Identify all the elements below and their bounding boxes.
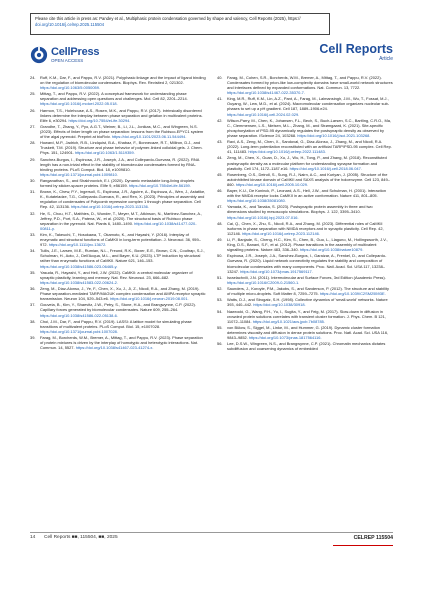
reference-text: [40, 232, 206, 247]
reference-item: [217, 188, 393, 203]
reference-body: Harmon, T.S., Holehouse, A.S., Rosen, M.K., and Pappu, R.V. (2017). Intrinsically disordered linkers determine the interplay between phase separation and gelation in multivalent proteins. Elife 6, e30294.: [40, 107, 203, 123]
reference-number: 34.: [30, 248, 36, 254]
reference-doi-link[interactable]: https://doi.org/10.1038/s41586-023-06465-y.: [40, 263, 118, 269]
reference-text: [227, 221, 393, 236]
reference-item: [30, 270, 206, 285]
reference-item: [217, 275, 393, 285]
citation-notice-text: Please cite this article in press as: Pandey et al., Multiphasic protein condensation governed by shape and valency, Cell Reports (2025), https://: [35, 16, 301, 21]
reference-item: [217, 172, 393, 187]
press-code: CELREP 115504: [353, 535, 393, 541]
reference-text: [227, 155, 393, 170]
reference-number: 47.: [217, 204, 223, 210]
reference-body: Zeng, M., Chen, X., Guan, D., Xu, J., Wu, H., Tong, P., and Zhang, M. (2018). Reconstituted postsynaptic density as a molecular platform for understanding synapse formation and plasticity. Cell 174, 1172–1187.e16.: [227, 155, 387, 171]
reference-body: Choi, J.M., Dar, F., and Pappu, R.V. (2019). LASSI: A lattice model for simulating phase transitions of multivalent proteins. PLoS Comput. Biol. 15, e1007028.: [40, 318, 192, 329]
reference-item: [30, 75, 206, 90]
reference-body: Ruff, K.M., Dar, F., and Pappu, R.V. (2021). Polyphasic linkage and the impact of ligand binding on the regulation of biomolecular condensates. Biophys. Rev. Revisited 2, 021302.: [40, 75, 206, 86]
reference-number: 48.: [217, 220, 223, 226]
reference-item: [217, 139, 393, 154]
reference-doi-link[interactable]: https://doi.org/10.1016/j.cell.2005.10.029.: [235, 181, 309, 187]
reference-doi-link[interactable]: https://doi.org/10.1038/s41586-022-05138-6.: [40, 312, 118, 318]
reference-item: [217, 204, 393, 219]
reference-body: Yasuda, R., Hayashi, Y., and Hell, J.W. (2022). CaMKII: a central molecular organizer of synaptic plasticity, learning and memory. Nat. Rev. Neurosci. 23, 666–682.: [40, 269, 193, 280]
reference-doi-link[interactable]: https://doi.org/10.1038/s41467-023-41274-x.: [75, 345, 154, 351]
reference-item: [30, 189, 206, 209]
reference-text: [227, 172, 393, 187]
reference-body: Mittag, T., and Pappu, R.V. (2022). A conceptual framework for understanding phase separation and addressing open questions and challenges. Mol. Cell 82, 2201–2214.: [40, 91, 188, 102]
reference-item: [217, 237, 393, 252]
reference-text: [40, 75, 206, 90]
journal-name: Cell Reports: [319, 42, 393, 56]
reference-doi-link[interactable]: https://doi.org/10.1016/j.bpj.2023.07.016.: [227, 214, 299, 220]
reference-text: [227, 75, 393, 95]
reference-column-right: [217, 75, 393, 353]
reference-text: [227, 237, 393, 252]
reference-body: Wilson-Parry, M., Chen, K., Johansen, F.L., Bech, S., Buch-Larsen, S.C., Bartling, C.R.O., Ma, C., Clemmensen, L.S., Nielsen, M.L., Zhang, M., and Strømgaard, K. (2021). Site-specific phosphorylation of PSD-95 dynamically regulates the postsynaptic density as observed by phase separation. iScience 24, 103268.: [227, 117, 392, 138]
reference-text: [227, 325, 393, 340]
page-number: 14: [30, 535, 36, 540]
reference-item: [30, 108, 206, 123]
reference-body: Ravi, A.S., Zeng, M., Chen, X., Sandoval, G., Diaz-Alonso, J., Zhang, M., and Nicoll, R.A. (2022). Long-term potentiation reconstituted with an artificial TARP/PSD-95 complex. Cell Rep. 41, 111483.: [227, 139, 392, 155]
reference-number: 41.: [217, 96, 223, 102]
reference-item: [217, 96, 393, 116]
reference-text: [227, 309, 393, 324]
reference-item: [217, 325, 393, 340]
reference-body: Watts, D.J., and Strogatz, S.H. (1998). Collective dynamics of 'small-world' networks. Nature 393, 440–442.: [227, 297, 388, 308]
reference-doi-link[interactable]: https://doi.org/10.1063/5.0050059.: [40, 85, 100, 91]
reference-item: [217, 118, 393, 138]
reference-text: [227, 286, 393, 296]
reference-number: 46.: [217, 188, 223, 194]
reference-doi-link[interactable]: https://doi.org/10.1016/j.celrep.2022.111483.: [248, 149, 326, 155]
reference-number: 55.: [217, 324, 223, 330]
reference-body: Cai, Q., Chen, X., Zhu, S., Nicoll, R.A., and Zhang, M. (2023). Differential roles of CaMKII isoforms in phase separation with NMDA receptors and in synaptic plasticity. Cell Rep. 42, 112146.: [227, 220, 384, 236]
reference-item: [217, 75, 393, 95]
reference-body: Ranganathan, S., and Shakhnovich, E.I. (2020). Dynamic metastable long-living droplets formed by sticker-spacer proteins. Elife 9, e56159.: [40, 178, 195, 189]
reference-number: 29.: [30, 156, 36, 162]
reference-body: Howard, M.P., Jadrich, R.B., Lindquist, B.A., Khabaz, F., Bonnecaze, R.T., Milliron, D.J., and Truskett, T.M. (2019). Structure and phase behavior of polymer-linked colloidal gels. J. Chem. Phys. 151, 124901.: [40, 140, 203, 156]
reference-body: King, M.R., Ruff, K.M., Lin, A.Z., Pant, A., Farag, M., Lalmansingh, J.M., Wu, T., Fossat, M.J., Ouyang, W., Lew, M.D., et al. (2024). Macromolecular condensation organizes nucleolar sub-phases to set up a pH gradient. Cell 187, 1889–1906.e24.: [227, 96, 390, 112]
reference-body: Lee, D.S.W., Wingreen, N.S., and Brangwynne, C.P. (2021). Chromatin mechanics dictates subdiffusion and coarsening dynamics of embedded: [227, 341, 386, 352]
reference-doi-link[interactable]: https://doi.org/10.1038/s41477-020-00811-y.: [40, 220, 197, 231]
reference-number: 30.: [30, 178, 36, 184]
reference-doi-link[interactable]: https://doi.org/10.7554/eLife.30294.: [68, 117, 131, 123]
reference-item: [217, 155, 393, 170]
reference-body: Bayer, K.U., De Koninck, P., Leonard, A.S., Hell, J.W., and Schulman, H. (2001). Interaction with the NMDA receptor locks CaMKII in an active conformation. Nature 411, 801–805.: [227, 188, 387, 199]
reference-body: Israelachvili, J.N. (2011). Intermolecular and Surface Forces, 3rd Edition (Academic Press).: [227, 274, 386, 280]
reference-doi-link[interactable]: https://doi.org/10.1038/s41583-022-00624-2.: [40, 279, 118, 285]
reference-number: 54.: [217, 308, 223, 314]
reference-number: 33.: [30, 232, 36, 238]
reference-item: [30, 91, 206, 106]
reference-text: [40, 178, 206, 188]
reference-body: Gouveia, B., Kim, Y., Shaevitz, J.W., Petry, S., Stone, H.A., and Brangwynne, C.P. (2022). Capillary forces generated by biomolecular condensates. Nature 609, 255–264.: [40, 302, 196, 313]
reference-number: 52.: [217, 286, 223, 292]
reference-text: [40, 140, 206, 155]
reference-doi-link[interactable]: https://doi.org/10.1016/j.celrep.2023.112146.: [242, 230, 320, 236]
reference-body: von Bülow, S., Siggel, M., Linke, M., and Hummer, G. (2019). Dynamic cluster formation determines viscosity and diffusion in dense protein solutions. Proc. Natl. Acad. Sci. USA 116, 9843–9852.: [227, 324, 389, 341]
reference-doi-link[interactable]: https://doi.org/10.1016/j.celrep.2023.113136.: [71, 204, 149, 210]
reference-text: [227, 204, 393, 219]
reference-doi-link[interactable]: https://doi.org/10.7554/eLife.56159.: [128, 183, 191, 189]
reference-number: 40.: [217, 75, 223, 80]
reference-number: 38.: [30, 318, 36, 324]
reference-text: [40, 157, 206, 177]
reference-text: [40, 189, 206, 209]
reference-body: Li, P., Banjade, S., Cheng, H.C., Kim, S., Chen, B., Guo, L., Llaguno, M., Hollingsworth, J.V., King, D.S., Banani, S.F., et al. (2012). Phase transitions in the assembly of multivalent signalling proteins. Nature 483, 336–340.: [227, 237, 388, 253]
reference-item: [217, 286, 393, 296]
reference-text: [40, 108, 206, 123]
reference-doi-link[interactable]: https://doi.org/10.1073/pnas.1817564116.: [248, 335, 322, 341]
reference-number: 37.: [30, 302, 36, 308]
reference-number: 32.: [30, 210, 36, 216]
reference-item: [217, 297, 393, 307]
reference-doi-link[interactable]: https://doi.org/10.1016/j.neuron.2019.08.001.: [110, 296, 189, 302]
reference-body: Nawrocki, G., Wang, P.H., Yu, I., Sugita, Y., and Feig, M. (2017). Slow-down in diffusion in crowded protein solutions correlates with transient cluster formation. J. Phys. Chem. B 121, 11072–11084.: [227, 308, 386, 324]
reference-text: [227, 297, 393, 307]
reference-number: 51.: [217, 274, 223, 280]
reference-item: [30, 335, 206, 350]
reference-doi-link[interactable]: https://doi.org/10.1016/C2009-0-21560-1.: [227, 279, 300, 285]
reference-number: 36.: [30, 286, 36, 292]
reference-number: 53.: [217, 297, 223, 303]
reference-item: [217, 309, 393, 324]
reference-number: 45.: [217, 171, 223, 177]
reference-doi-link[interactable]: https://doi.org/10.1016/j.cell.2024.02.029.: [227, 111, 300, 117]
footer-divider: [30, 532, 393, 533]
reference-number: 42.: [217, 117, 223, 123]
reference-number: 50.: [217, 253, 223, 259]
reference-number: 43.: [217, 139, 223, 145]
reference-doi-link[interactable]: https://doi.org/10.1101/2023.06.11.544494.: [111, 134, 187, 140]
reference-text: [40, 124, 206, 139]
reference-text: [40, 302, 206, 317]
reference-body: Espinosa, J.R., Joseph, J.A., Sanchez-Burgos, I., Garaizar, A., Frenkel, D., and Collepardo-Guevara, R. (2020). Liquid network connectivity regulates the stability and composition of biomolecular condensates with many components. Proc. Natl. Acad. Sci. USA 117, 13238–13247.: [227, 253, 387, 274]
reference-body: He, S., Chou, H.T., Matthies, D., Wunder, T., Meyer, M.T., Atkinson, N., Martinez-Sanchez, A., Jeffrey, P.D., Port, S.A., Patena, W., et al. (2020). The structural basis of Rubisco phase separation in the pyrenoid. Nat. Plants 6, 1480–1490.: [40, 210, 203, 226]
reference-doi-link[interactable]: https://doi.org/10.1063/1.5119359.: [75, 150, 135, 156]
cellpress-logo: [30, 43, 99, 67]
reference-number: 26.: [30, 107, 36, 113]
page-footer: [30, 535, 393, 547]
page-header: [30, 40, 393, 70]
reference-text: [227, 341, 393, 351]
reference-item: [30, 124, 206, 139]
reference-number: 24.: [30, 75, 36, 80]
reference-text: [40, 248, 206, 268]
reference-item: [30, 140, 206, 155]
reference-text: [227, 275, 393, 285]
reference-number: 39.: [30, 335, 36, 341]
reference-doi-link[interactable]: https://doi.org/10.1038/30918.: [253, 302, 306, 308]
reference-body: Zeng, M., Díaz-Alonso, J., Ye, F., Chen, X., Xu, J., Ji, Z., Nicoll, R.A., and Zhang, M. (2019). Phase separation-mediated TARP/MAGUK complex condensation and AMPA receptor synaptic transmission. Neuron 104, 529–543.e6.: [40, 286, 206, 302]
reference-text: [40, 91, 206, 106]
reference-body: Yamada, K., and Tanaka, S. (2023). Postsynaptic protein assembly in three and two dimensions studied by mesoscopic simulations. Biophys. J. 122, 3395–3410.: [227, 204, 373, 215]
cellpress-mark-icon: [30, 46, 48, 64]
open-access-label: OPEN ACCESS: [51, 57, 84, 63]
journal-brand: [319, 43, 393, 63]
reference-doi-link[interactable]: https://doi.org/10.1016/j.cell.2018.06.047.: [289, 165, 362, 171]
reference-text: [40, 286, 206, 301]
citation-doi-link[interactable]: doi.org/10.1016/j.celrep.2025.115504: [35, 22, 105, 27]
reference-item: [217, 221, 393, 236]
reference-columns: [30, 75, 393, 530]
journal-issue: Cell Reports ■■, 115504, ■■, 2025: [44, 535, 118, 540]
reference-number: 31.: [30, 189, 36, 195]
reference-doi-link[interactable]: https://doi.org/10.1073/pnas.1917569117.: [240, 268, 313, 274]
reference-doi-link[interactable]: https://doi.org/10.1371/journal.pcbi.1007028.: [40, 328, 118, 334]
reference-item: [30, 248, 206, 268]
reference-item: [30, 211, 206, 231]
reference-item: [30, 286, 206, 301]
reference-body: Farag, M., Borcherds, W.M., Bremer, A., Mittag, T., and Pappu, R.V. (2023). Phase separation of protein mixtures is driven by the interplay of homotypic and heterotypic interactions. Nat. Commun. 14, 5527.: [40, 335, 203, 351]
reference-number: 27.: [30, 123, 36, 129]
reference-item: [217, 341, 393, 351]
reference-body: Kim, K., Takeuchi, T., Hosokawa, T., Okamoto, K., and Hayashi, Y. (2016). Interplay of enzymatic and structural functions of CaMKII in long-term potentiation. J. Neurosci. 36, 959–972.: [40, 232, 201, 248]
reference-doi-link[interactable]: https://doi.org/10.1021/acs.jpcb.7b08785.: [252, 318, 325, 324]
reference-body: Rosenberg, O.S., Deindl, S., Sung, R.J., Nairn, A.C., and Kuriyan, J. (2005). Structure of the autoinhibited kinase domain of CaMKII and SAXS analysis of the holoenzyme. Cell 123, 849–860.: [227, 171, 390, 187]
citation-notice: [30, 13, 330, 35]
reference-item: [217, 253, 393, 273]
reference-item: [30, 302, 206, 317]
reference-column-left: [30, 75, 206, 351]
reference-body: Tullis, J.E., Larsen, M.E., Rumian, N.L., Freund, R.K., Boxer, E.E., Brown, C.N., Coultrap, S.J., Schulman, H., Aoto, J., Dell'Acqua, M.L., and Bayer, K.U. (2023). LTP induction by structural rather than enzymatic functions of CaMKII. Nature 621, 146–153.: [40, 248, 205, 264]
reference-number: 28.: [30, 140, 36, 146]
reference-text: [227, 253, 393, 273]
reference-text: [227, 96, 393, 116]
reference-number: 56.: [217, 341, 223, 347]
reference-item: [30, 178, 206, 188]
reference-number: 35.: [30, 269, 36, 275]
reference-text: [227, 188, 393, 203]
reference-body: Brown, K., Chew, P.Y., Ingersoll, S., Espinosa, J.R., Aguirre, A., Espinoza, A., Wen, J., Astatike, K., Kutateladze, T.G., Collepardo-Guevara, R., and Ren, X. (2023). Principles of assembly and regulation of condensates of Polycomb repressive complex 1 through phase separation. Cell Rep. 42, 113136.: [40, 189, 206, 210]
reference-body: Farag, M., Cohen, S.R., Borcherds, W.M., Bremer, A., Mittag, T., and Pappu, R.V. (2022). Condensates formed by prion-like low-complexity domains have small-world network structures and interfaces defined by expanded conformations. Nat. Commun. 13, 7722.: [227, 75, 393, 91]
reference-text: [40, 211, 206, 231]
reference-doi-link[interactable]: https://doi.org/10.1111/jnc.13672.: [48, 242, 107, 248]
article-type: Article: [379, 56, 393, 62]
reference-doi-link[interactable]: https://doi.org/10.1016/j.molcel.2022.05.018.: [40, 101, 118, 107]
reference-number: 44.: [217, 155, 223, 161]
reference-text: [40, 335, 206, 350]
reference-number: 25.: [30, 91, 36, 97]
reference-body: Sanchez-Burgos, I., Espinosa, J.R., Joseph, J.A., and Collepardo-Guevara, R. (2022). RNA length has a non-trivial effect in the stability of biomolecular condensates formed by RNA-binding proteins. PLoS Comput. Biol. 18, e1009810.: [40, 156, 200, 172]
publisher-name: CellPress: [51, 45, 100, 58]
reference-text: [40, 270, 206, 285]
reference-doi-link[interactable]: https://doi.org/10.1371/journal.pcbi.1009810.: [40, 171, 118, 177]
reference-text: [227, 139, 393, 154]
reference-doi-link[interactable]: https://doi.org/10.1039/C2SM25593E.: [319, 291, 386, 297]
reference-doi-link[interactable]: https://doi.org/10.1038/35081080.: [227, 198, 286, 204]
reference-item: [30, 319, 206, 334]
reference-number: 49.: [217, 237, 223, 243]
reference-doi-link[interactable]: https://doi.org/10.1016/j.isci.2021.103268.: [297, 132, 371, 138]
reference-body: Saunders, J., Koroyle, P.M., Jakobs, S., and Sanderson, P. (2012). The structure and stability of multiple micro-droplets. Soft Matter 8, 7259–7275.: [227, 286, 389, 297]
reference-doi-link[interactable]: https://doi.org/10.1038/s41467-022-35370-7.: [227, 90, 305, 96]
reference-text: [227, 118, 393, 138]
reference-item: [30, 232, 206, 247]
reference-item: [30, 157, 206, 177]
reference-text: [40, 319, 206, 334]
press-code-rule: [333, 545, 393, 546]
reference-doi-link[interactable]: https://doi.org/10.1038/nature10879.: [299, 247, 364, 253]
reference-body: Grandhe, T., Zhang, Y., Pyo, A.G.T., Weiner, B., Li, J.L., Jonikas, M.C., and Wingreen, N.S. (2023). Effects of linker length on phase separation: lessons from the Rubisco-EPYC1 system of the algal pyrenoid. Preprint at bioRxiv.: [40, 123, 204, 140]
